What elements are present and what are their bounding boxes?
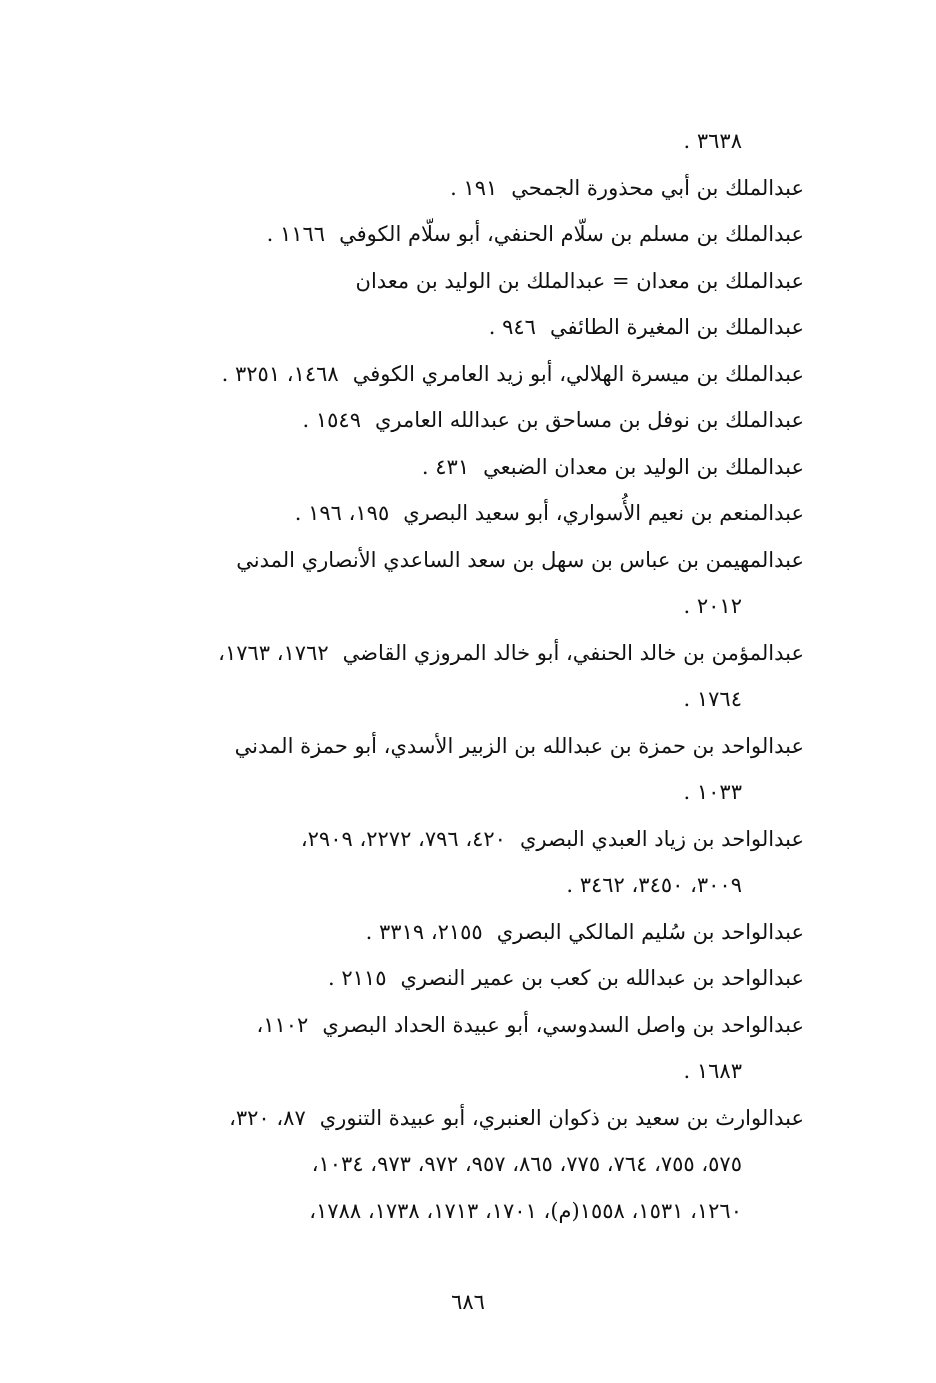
entry-continuation: ٣٠٠٩، ٣٤٥٠، ٣٤٦٢ . <box>566 873 742 897</box>
index-entry <box>100 490 804 537</box>
entry-continuation: ٥٧٥، ٧٥٥، ٧٦٤، ٧٧٥، ٨٦٥، ٩٥٧، ٩٧٢، ٩٧٣، ١٠٣٤، <box>311 1152 742 1176</box>
index-entry <box>100 816 804 909</box>
entry-references: ١٩٥، ١٩٦ . <box>294 501 390 525</box>
entry-name: عبدالواحد بن واصل السدوسي، أبو عبيدة الحداد البصري <box>322 1012 804 1037</box>
entry-name: عبدالملك بن المغيرة الطائفي <box>549 315 804 339</box>
entry-name: عبدالواحد بن سُليم المالكي البصري <box>496 919 804 944</box>
entry-name: عبدالمؤمن بن خالد الحنفي، أبو خالد المروزي القاضي <box>342 640 804 665</box>
entry-references: ١٥٤٩ . <box>302 408 361 432</box>
entry-name: عبدالملك بن معدان = عبدالملك بن الوليد بن معدان <box>355 268 804 293</box>
index-entry <box>100 397 804 444</box>
index-entry <box>100 630 804 723</box>
entry-name: عبدالواحد بن حمزة بن عبدالله بن الزبير الأسدي، أبو حمزة المدني <box>234 733 804 758</box>
index-entry <box>100 211 804 258</box>
entry-continuation: ١٢٦٠، ١٥٣١، ١٥٥٨(م)، ١٧٠١، ١٧١٣، ١٧٣٨، ١٧٨٨، <box>309 1198 742 1223</box>
entry-continuation: ١٧٦٤ . <box>683 687 742 711</box>
entry-references: ١٧٦٢، ١٧٦٣، <box>218 640 329 665</box>
entry-name: عبدالمهيمن بن عباس بن سهل بن سعد الساعدي الأنصاري المدني <box>236 547 804 572</box>
index-entry <box>100 1002 804 1095</box>
page-number: ٦٨٦ <box>451 1290 485 1314</box>
index-entry <box>100 1095 804 1188</box>
entry-name: عبدالملك بن ميسرة الهلالي، أبو زيد العامري الكوفي <box>352 361 804 386</box>
index-entry <box>100 723 804 816</box>
entry-name: عبدالواحد بن زياد العبدي البصري <box>519 826 804 851</box>
entry-references: ٨٧، ٣٢٠، <box>229 1105 306 1130</box>
index-entries <box>100 118 804 1234</box>
entry-continuation: ١٦٨٣ . <box>683 1059 742 1083</box>
entry-references: ٢١٥٥، ٣٣١٩ . <box>365 919 483 944</box>
entry-name: عبدالملك بن أبي محذورة الجمحي <box>511 175 804 200</box>
entry-references: ١٩١ . <box>450 175 498 200</box>
entry-continuation: ٢٠١٢ . <box>683 594 742 618</box>
entry-references: ٤٣١ . <box>421 454 470 479</box>
index-entry <box>100 118 804 165</box>
entry-references: ٤٢٠، ٧٩٦، ٢٢٧٢، ٢٩٠٩، <box>300 826 506 851</box>
entry-references: ٩٤٦ . <box>488 315 536 339</box>
entry-name: عبدالمنعم بن نعيم الأُسواري، أبو سعيد البصري <box>403 501 804 525</box>
index-entry <box>100 1188 804 1235</box>
entry-name: عبدالواحد بن عبدالله بن كعب بن عمير النصري <box>400 966 804 990</box>
index-entry <box>100 909 804 956</box>
entry-name: عبدالملك بن نوفل بن مساحق بن عبدالله العامري <box>374 408 804 432</box>
entry-references: ١٤٦٨، ٣٢٥١ . <box>221 361 339 386</box>
entry-references: ١١٠٢، <box>256 1012 309 1037</box>
index-entry <box>100 165 804 212</box>
index-entry <box>100 304 804 351</box>
index-entry <box>100 258 804 305</box>
index-entry <box>100 537 804 630</box>
entry-name: عبدالملك بن مسلم بن سلّام الحنفي، أبو سلّام الكوفي <box>339 222 804 246</box>
entry-references: ٢١١٥ . <box>328 966 387 990</box>
entry-references: ١١٦٦ . <box>266 222 326 246</box>
entry-continuation: ٣٦٣٨ . <box>683 129 742 153</box>
entry-name: عبدالوارث بن سعيد بن ذكوان العنبري، أبو عبيدة التنوري <box>319 1105 804 1130</box>
index-entry <box>100 351 804 398</box>
entry-name: عبدالملك بن الوليد بن معدان الضبعي <box>483 454 804 479</box>
index-entry <box>100 444 804 491</box>
index-entry <box>100 955 804 1002</box>
entry-continuation: ١٠٣٣ . <box>683 780 742 804</box>
